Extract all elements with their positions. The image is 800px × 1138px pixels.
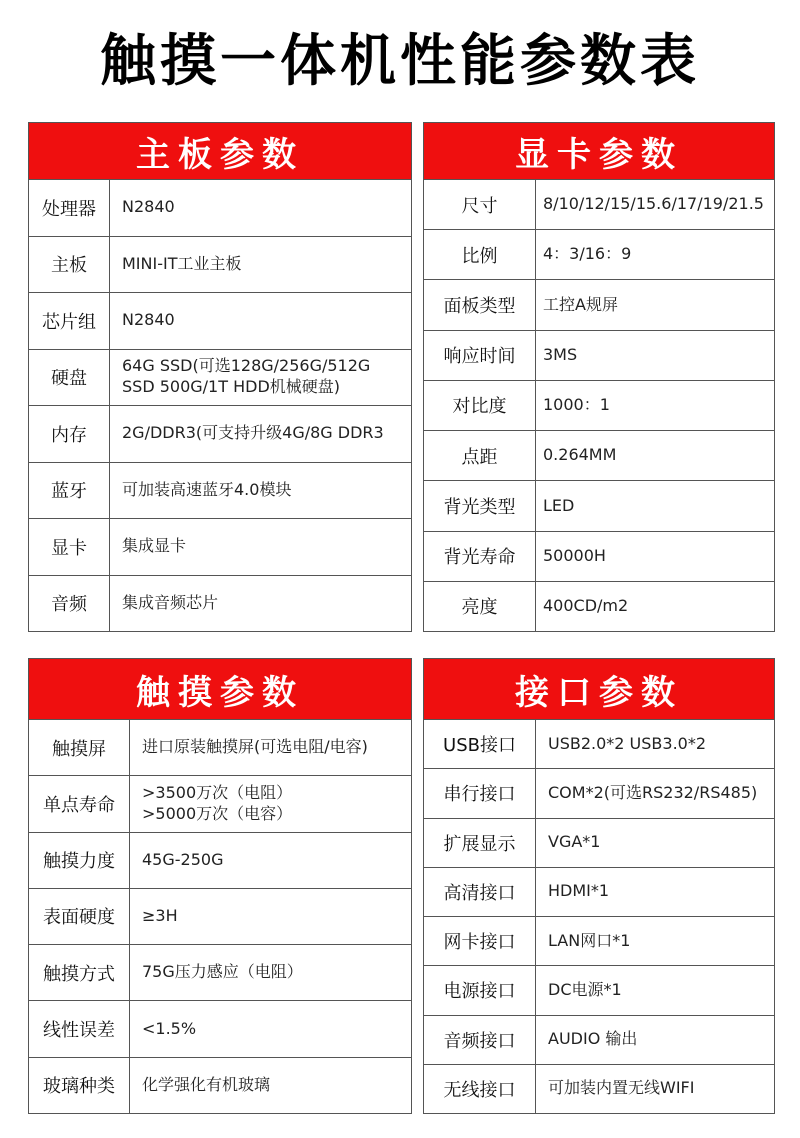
spec-value: 3MS [543,344,578,364]
spec-value: 可加装内置无线WIFI [548,1078,695,1098]
spec-value: 75G压力感应（电阻） [142,962,303,982]
spec-row [424,480,774,530]
spec-row [29,462,411,519]
spec-value: N2840 [122,310,175,330]
panel-header: 触摸参数 [29,659,411,720]
spec-row [424,965,774,1014]
spec-label: 高清接口 [424,868,536,916]
spec-value: LED [543,495,575,515]
spec-value: 集成显卡 [122,536,187,556]
spec-label: 音频接口 [424,1016,536,1064]
spec-row [424,229,774,279]
spec-row [424,180,774,229]
spec-rows [424,180,774,631]
spec-row [29,349,411,406]
spec-value: ≥3H [142,906,178,926]
spec-label: 触摸屏 [29,720,130,775]
spec-row [424,768,774,817]
spec-value: AUDIO 输出 [548,1029,638,1049]
spec-value: LAN网口*1 [548,930,631,950]
spec-row [29,1057,411,1113]
spec-row [29,944,411,1000]
interface-panel [423,658,775,1114]
spec-label: 内存 [29,406,110,462]
spec-label: 玻璃种类 [29,1058,130,1113]
spec-label: 触摸力度 [29,833,130,888]
spec-row [29,518,411,575]
spec-value: COM*2(可选RS232/RS485) [548,782,758,802]
spec-value: 45G-250G [142,849,224,869]
spec-value: 1000：1 [543,395,610,415]
spec-row [29,575,411,632]
display-panel [423,122,775,632]
spec-value: N2840 [122,197,175,217]
spec-row [424,430,774,480]
spec-label: 硬盘 [29,350,110,406]
spec-label: 串行接口 [424,769,536,817]
spec-row [424,581,774,631]
spec-label: 表面硬度 [29,889,130,944]
spec-value: DC电源*1 [548,979,622,999]
mainboard-panel [28,122,412,632]
spec-label: 音频 [29,576,110,632]
spec-row [29,888,411,944]
spec-label: 尺寸 [424,180,536,229]
spec-label: 背光寿命 [424,532,536,581]
page-title: 触摸一体机性能参数表 [100,29,700,94]
spec-row [424,279,774,329]
spec-row [29,180,411,236]
spec-label: 主板 [29,237,110,293]
spec-value: 64G SSD(可选128G/256G/512G SSD 500G/1T HDD机械硬盘) [122,356,371,397]
spec-value: 工控A规屏 [543,294,618,314]
spec-row [424,818,774,867]
spec-row [29,292,411,349]
spec-label: 对比度 [424,381,536,430]
spec-row [424,1064,774,1113]
spec-label: 触摸方式 [29,945,130,1000]
panel-header: 主板参数 [29,123,411,180]
spec-label: 单点寿命 [29,776,130,831]
spec-row [29,236,411,293]
panel-header: 显卡参数 [424,123,774,180]
spec-label: 网卡接口 [424,917,536,965]
spec-row [424,1015,774,1064]
spec-value: 集成音频芯片 [122,592,219,612]
panel-header: 接口参数 [424,659,774,720]
spec-row [29,775,411,831]
spec-row [29,832,411,888]
spec-row [29,1000,411,1056]
spec-label: 响应时间 [424,331,536,380]
spec-label: 蓝牙 [29,463,110,519]
spec-row [424,531,774,581]
spec-value: 化学强化有机玻璃 [142,1074,271,1094]
spec-value: HDMI*1 [548,881,610,901]
spec-label: 显卡 [29,519,110,575]
spec-row [424,330,774,380]
spec-label: 比例 [424,230,536,279]
spec-row [424,867,774,916]
spec-label: 电源接口 [424,966,536,1014]
spec-value: 进口原装触摸屏(可选电阻/电容) [142,737,368,757]
spec-value: 4：3/16：9 [543,244,632,264]
spec-row [424,916,774,965]
spec-row [29,405,411,462]
spec-value: <1.5% [142,1018,197,1038]
spec-value: 2G/DDR3(可支持升级4G/8G DDR3 [122,423,384,443]
spec-value: USB2.0*2 USB3.0*2 [548,733,707,753]
spec-label: 亮度 [424,582,536,631]
spec-value: 可加装高速蓝牙4.0模块 [122,479,292,499]
spec-label: 背光类型 [424,481,536,530]
spec-rows [29,720,411,1113]
touch-panel [28,658,412,1114]
spec-row [424,380,774,430]
spec-value: 0.264MM [543,445,617,465]
spec-value: MINI-IT工业主板 [122,253,242,273]
spec-row [29,720,411,775]
spec-row [424,720,774,768]
spec-label: 无线接口 [424,1065,536,1113]
spec-value: VGA*1 [548,832,601,852]
spec-rows [424,720,774,1113]
spec-label: 点距 [424,431,536,480]
spec-value: 400CD/m2 [543,595,629,615]
spec-value: 50000H [543,545,606,565]
spec-label: 处理器 [29,180,110,236]
spec-label: 线性误差 [29,1001,130,1056]
spec-label: 芯片组 [29,293,110,349]
spec-label: USB接口 [424,720,536,768]
spec-label: 扩展显示 [424,819,536,867]
spec-rows [29,180,411,631]
spec-label: 面板类型 [424,280,536,329]
spec-value: 8/10/12/15/15.6/17/19/21.5 [543,194,764,214]
spec-value: >3500万次（电阻） >5000万次（电容） [142,783,293,823]
